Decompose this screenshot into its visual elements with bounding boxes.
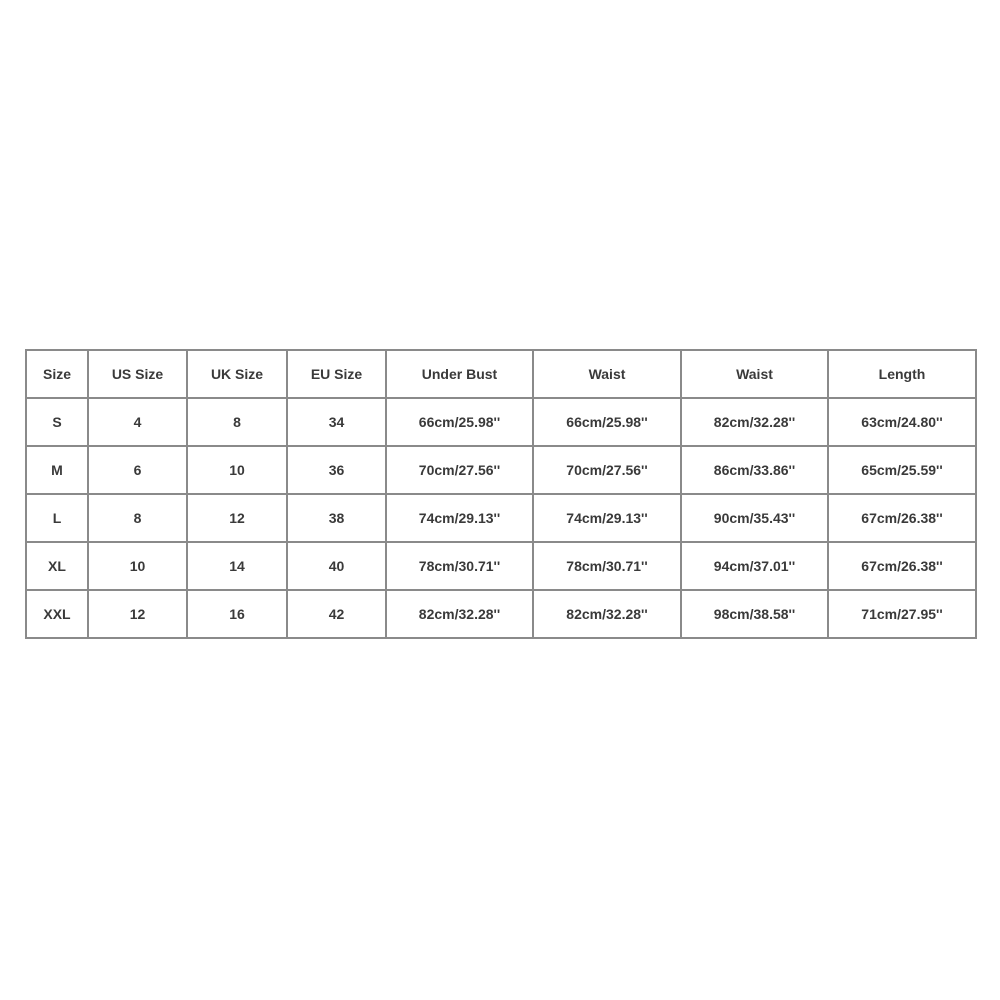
cell-under-bust: 82cm/32.28'' xyxy=(386,590,533,638)
cell-length: 67cm/26.38'' xyxy=(828,542,976,590)
cell-length: 71cm/27.95'' xyxy=(828,590,976,638)
cell-waist-2: 82cm/32.28'' xyxy=(681,398,828,446)
cell-waist-2: 94cm/37.01'' xyxy=(681,542,828,590)
cell-us-size: 8 xyxy=(88,494,187,542)
cell-us-size: 12 xyxy=(88,590,187,638)
size-chart-table xyxy=(25,349,977,639)
cell-eu-size: 40 xyxy=(287,542,386,590)
cell-length: 63cm/24.80'' xyxy=(828,398,976,446)
cell-waist: 70cm/27.56'' xyxy=(533,446,681,494)
cell-us-size: 6 xyxy=(88,446,187,494)
cell-waist-2: 90cm/35.43'' xyxy=(681,494,828,542)
cell-uk-size: 14 xyxy=(187,542,287,590)
header-row xyxy=(26,350,976,398)
cell-length: 67cm/26.38'' xyxy=(828,494,976,542)
cell-size: S xyxy=(26,398,88,446)
cell-size: L xyxy=(26,494,88,542)
header-size: Size xyxy=(26,350,88,398)
cell-size: XL xyxy=(26,542,88,590)
header-under-bust: Under Bust xyxy=(386,350,533,398)
cell-uk-size: 8 xyxy=(187,398,287,446)
cell-waist: 74cm/29.13'' xyxy=(533,494,681,542)
cell-waist: 66cm/25.98'' xyxy=(533,398,681,446)
cell-eu-size: 34 xyxy=(287,398,386,446)
header-us-size: US Size xyxy=(88,350,187,398)
table-row xyxy=(26,446,976,494)
table-row xyxy=(26,398,976,446)
cell-waist-2: 86cm/33.86'' xyxy=(681,446,828,494)
cell-waist: 82cm/32.28'' xyxy=(533,590,681,638)
cell-eu-size: 36 xyxy=(287,446,386,494)
table-row xyxy=(26,494,976,542)
cell-under-bust: 70cm/27.56'' xyxy=(386,446,533,494)
cell-size: XXL xyxy=(26,590,88,638)
header-waist-2: Waist xyxy=(681,350,828,398)
cell-waist-2: 98cm/38.58'' xyxy=(681,590,828,638)
table-row xyxy=(26,590,976,638)
cell-eu-size: 38 xyxy=(287,494,386,542)
header-uk-size: UK Size xyxy=(187,350,287,398)
cell-under-bust: 74cm/29.13'' xyxy=(386,494,533,542)
cell-length: 65cm/25.59'' xyxy=(828,446,976,494)
header-waist: Waist xyxy=(533,350,681,398)
cell-waist: 78cm/30.71'' xyxy=(533,542,681,590)
cell-uk-size: 16 xyxy=(187,590,287,638)
table-row xyxy=(26,542,976,590)
header-length: Length xyxy=(828,350,976,398)
cell-eu-size: 42 xyxy=(287,590,386,638)
cell-under-bust: 78cm/30.71'' xyxy=(386,542,533,590)
cell-size: M xyxy=(26,446,88,494)
cell-under-bust: 66cm/25.98'' xyxy=(386,398,533,446)
cell-uk-size: 10 xyxy=(187,446,287,494)
cell-uk-size: 12 xyxy=(187,494,287,542)
header-eu-size: EU Size xyxy=(287,350,386,398)
cell-us-size: 10 xyxy=(88,542,187,590)
cell-us-size: 4 xyxy=(88,398,187,446)
